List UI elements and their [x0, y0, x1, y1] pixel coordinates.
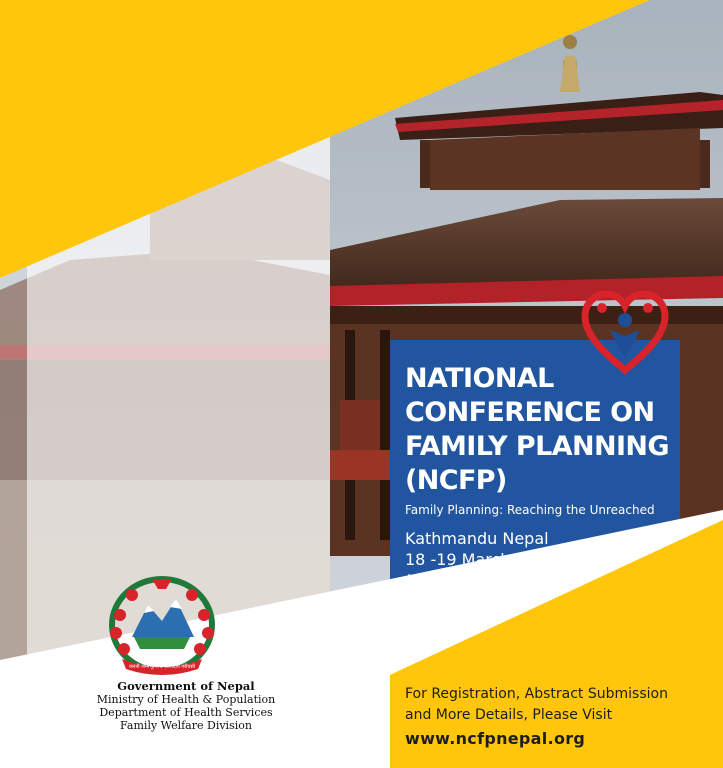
title-line: (NCFP) — [405, 465, 507, 496]
conference-dates: 18 -19 March 2019 — [405, 550, 557, 569]
registration-url-link[interactable]: www.ncfpnepal.org — [405, 729, 586, 748]
registration-line-2: and More Details, Please Visit — [405, 707, 613, 723]
title-line: NATIONAL — [405, 363, 554, 394]
conference-dates-nepali: (४-५ चैत्र २०७५) — [405, 571, 503, 590]
government-info — [86, 680, 286, 732]
conference-details — [405, 528, 556, 591]
conference-title — [405, 362, 715, 498]
emblem-motto: जननी जन्मभूमिश्च स्वर्गादपि गरीयसी — [128, 664, 196, 670]
government-title: Government of Nepal — [117, 679, 255, 693]
title-line: FAMILY PLANNING — [405, 431, 669, 462]
conference-location: Kathmandu Nepal — [405, 529, 549, 548]
conference-theme: Family Planning: Reaching the Unreached — [405, 503, 655, 517]
nepal-emblem-icon — [108, 575, 216, 675]
registration-info — [405, 684, 668, 749]
title-line: CONFERENCE ON — [405, 397, 655, 428]
division-line: Family Welfare Division — [120, 719, 252, 732]
ministry-line: Ministry of Health & Population — [96, 693, 276, 706]
registration-line-1: For Registration, Abstract Submission — [405, 686, 668, 702]
department-line: Department of Health Services — [99, 706, 273, 719]
